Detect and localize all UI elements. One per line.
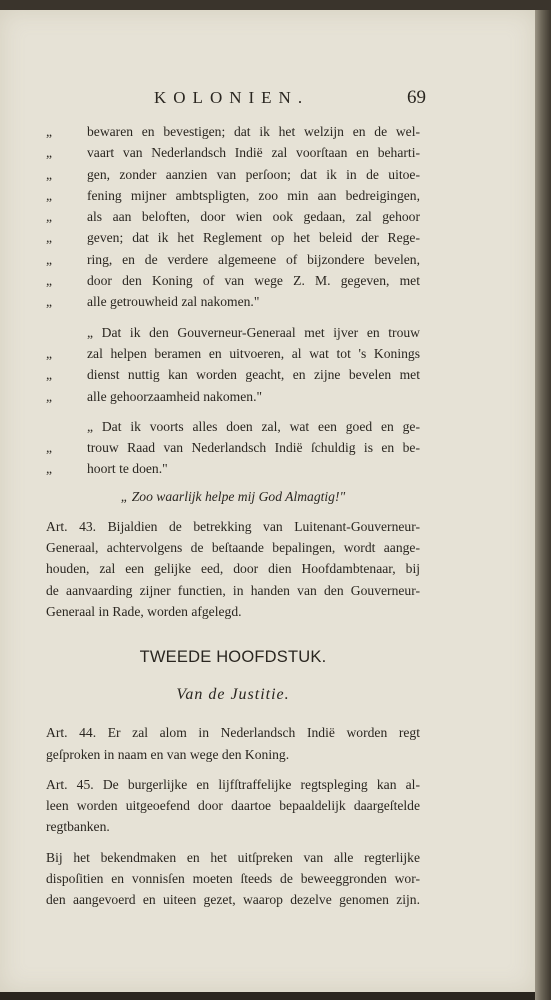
running-title: KOLONIEN. [154, 88, 310, 107]
text-line: „ alle getrouwheid zal nakomen." [46, 294, 260, 310]
text-line: „ ring, en de verdere algemeene of bijzondere bevelen, [46, 251, 420, 267]
page-bottom-edge [0, 992, 535, 1000]
text-line: geſproken in naam en van wege den Koning. [46, 746, 290, 762]
article-44 [46, 722, 420, 765]
page-number: 69 [407, 87, 426, 108]
text-line: „ door den Koning of van wege Z. M. gegeven, met [46, 273, 420, 289]
text-line: Art. 44. Er zal alom in Nederlandsch Indië worden regt [46, 725, 420, 741]
text-line: „ als aan beloften, door wien ook gedaan, zal gehoor [46, 209, 420, 225]
text-line: Generaal, achtervolgens de beſtaande bepalingen, wordt aange- [46, 540, 420, 556]
text-line: „ hoort te doen." [46, 461, 168, 477]
text-line: regtbanken. [46, 819, 110, 835]
page-body [46, 121, 420, 911]
text-line: „ Dat ik voorts alles doen zal, wat een goed en ge- [87, 418, 420, 434]
text-line: „ vaart van Nederlandsch Indië zal voorſtaan en beharti- [46, 145, 420, 161]
page-header [0, 88, 535, 112]
text-line: „ alle gehoorzaamheid nakomen." [46, 388, 263, 404]
article-45 [46, 774, 420, 838]
chapter-title: TWEEDE HOOFDSTUK. [139, 648, 327, 667]
text-line: leen worden uitgeoefend door daartoe bepaaldelijk daargeſtelde [46, 798, 420, 814]
paragraph-dispositions [46, 847, 420, 911]
text-line: „ bewaren en bevestigen; dat ik het welzijn en de wel- [46, 124, 420, 139]
text-line: den aangevoerd en uiteen gezet, waarop dezelve genomen zijn. [46, 892, 420, 908]
oath-paragraph-1 [46, 121, 420, 313]
text-line: „ fening mijner ambtspligten, zoo min aan bedreigingen, [46, 187, 420, 203]
text-line: „ gen, zonder aanzien van perſoon; dat ik in de uitoe- [46, 166, 420, 182]
text-line: houden, zal een gelijke eed, door dien Hoofdambtenaar, bij [46, 561, 420, 577]
text-line: Bij het bekendmaken en het uitſpreken van alle regterlijke [46, 849, 420, 865]
text-line: „ trouw Raad van Nederlandsch Indië ſchuldig is en be- [46, 440, 420, 456]
text-line: Art. 45. De burgerlijke en lijfſtraffelijke regtspleging kan al- [46, 776, 420, 792]
text-line: de aanvaarding zijner functien, in handen van den Gouverneur- [46, 582, 420, 598]
text-line: „ zal helpen beramen en uitvoeren, al wat tot 's Konings [46, 345, 420, 361]
text-line: „ Dat ik den Gouverneur-Generaal met ijver en trouw [87, 324, 420, 340]
text-line: dispoſitien en vonnisſen moeten ſteeds de beweeggronden wor- [46, 871, 420, 887]
section-title: Van de Justitie. [176, 686, 290, 704]
oath-paragraph-3 [46, 416, 420, 480]
text-line: Art. 43. Bijaldien de betrekking van Luitenant-Gouverneur- [46, 518, 420, 534]
article-43 [46, 516, 420, 622]
text-line: „ geven; dat ik het Reglement op het beleid der Rege- [46, 230, 420, 246]
text-line: Generaal in Rade, worden afgelegd. [46, 603, 242, 619]
page-edge [535, 10, 551, 1000]
oath-paragraph-2 [46, 322, 420, 407]
text-line: „ dienst nuttig kan worden geacht, en zijne bevelen met [46, 367, 420, 383]
oath-closing: „ Zoo waarlijk helpe mij God Almagtig!" [120, 488, 346, 504]
